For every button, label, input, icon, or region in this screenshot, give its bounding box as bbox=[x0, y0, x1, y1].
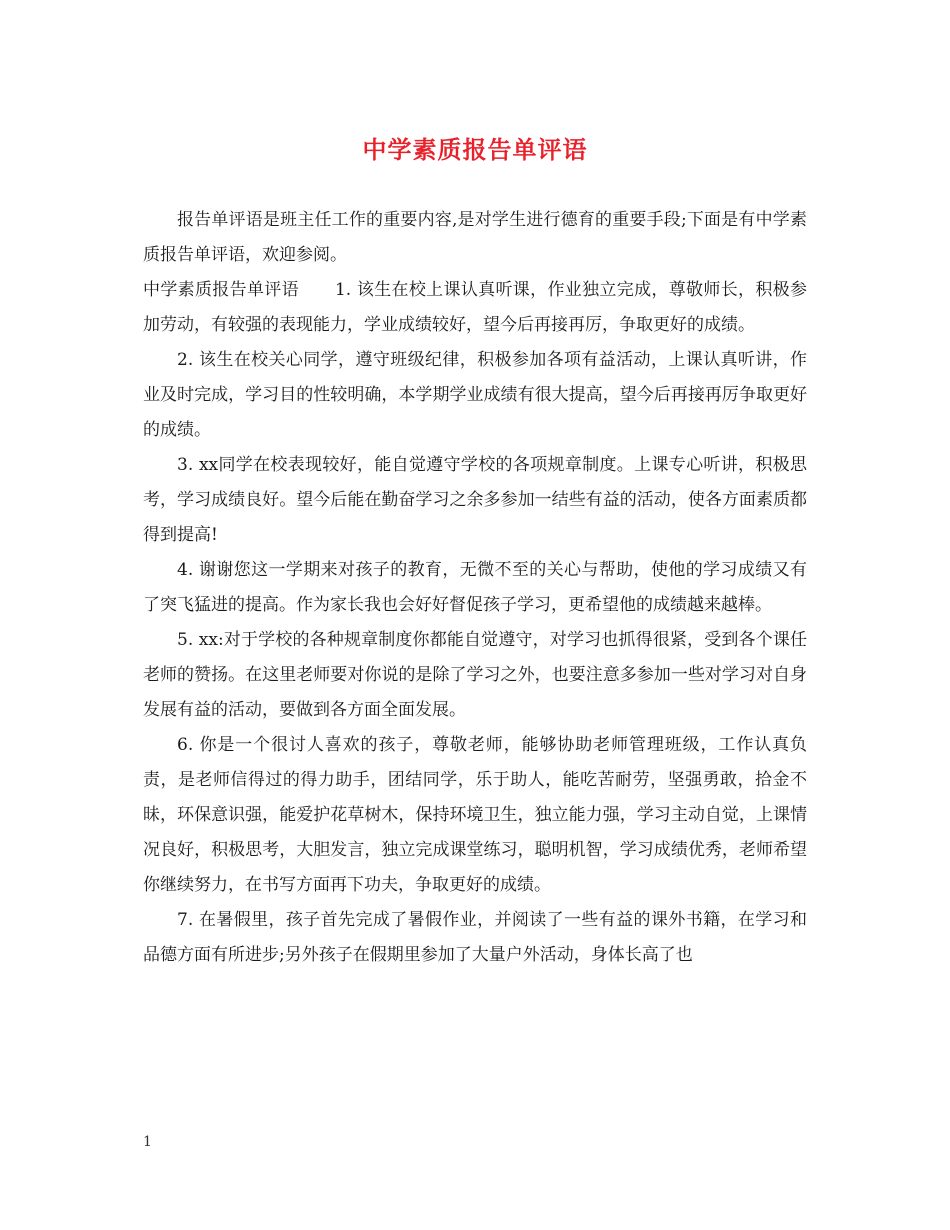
paragraph-1-text: 1. 该生在校上课认真听课，作业独立完成，尊敬师长，积极参加劳动，有较强的表现能力，学业成绩较好，望今后再接再厉，争取更好的成绩。 bbox=[143, 280, 808, 335]
section-label: 中学素质报告单评语 bbox=[143, 280, 299, 300]
paragraph-1 bbox=[143, 273, 807, 343]
paragraph-5: 5. xx:对于学校的各种规章制度你都能自觉遵守，对学习也抓得很紧，受到各个课任老师的赞扬。在这里老师要对你说的是除了学习之外，也要注意多参加一些对学习对自身发展有益的活动，要做到各方面全面发展。 bbox=[143, 630, 807, 720]
document-body bbox=[143, 203, 807, 973]
document-title: 中学素质报告单评语 bbox=[362, 135, 588, 164]
paragraph-4: 4. 谢谢您这一学期来对孩子的教育，无微不至的关心与帮助，使他的学习成绩又有了突飞猛进的提高。作为家长我也会好好督促孩子学习，更希望他的成绩越来越棒。 bbox=[143, 560, 807, 615]
paragraph-6: 6. 你是一个很讨人喜欢的孩子，尊敬老师，能够协助老师管理班级，工作认真负责，是老师信得过的得力助手，团结同学，乐于助人，能吃苦耐劳，坚强勇敢，拾金不昧，环保意识强，能爱护花草树木，保持环境卫生，独立能力强，学习主动自觉，上课情况良好，积极思考，大胆发言，独立完成课堂练习，聪明机智，学习成绩优秀，老师希望你继续努力，在书写方面再下功夫，争取更好的成绩。 bbox=[143, 735, 807, 895]
paragraph-7: 7. 在暑假里，孩子首先完成了暑假作业，并阅读了一些有益的课外书籍，在学习和品德方面有所进步;另外孩子在假期里参加了大量户外活动，身体长高了也 bbox=[143, 910, 807, 965]
page-number: 1 bbox=[143, 1134, 152, 1150]
intro-paragraph: 报告单评语是班主任工作的重要内容,是对学生进行德育的重要手段;下面是有中学素质报告单评语，欢迎参阅。 bbox=[143, 210, 807, 265]
paragraph-3: 3. xx同学在校表现较好，能自觉遵守学校的各项规章制度。上课专心听讲，积极思考，学习成绩良好。望今后能在勤奋学习之余多参加一结些有益的活动，使各方面素质都得到提高! bbox=[143, 455, 807, 545]
paragraph-2: 2. 该生在校关心同学，遵守班级纪律，积极参加各项有益活动，上课认真听讲，作业及时完成，学习目的性较明确，本学期学业成绩有很大提高，望今后再接再厉争取更好的成绩。 bbox=[143, 350, 807, 440]
